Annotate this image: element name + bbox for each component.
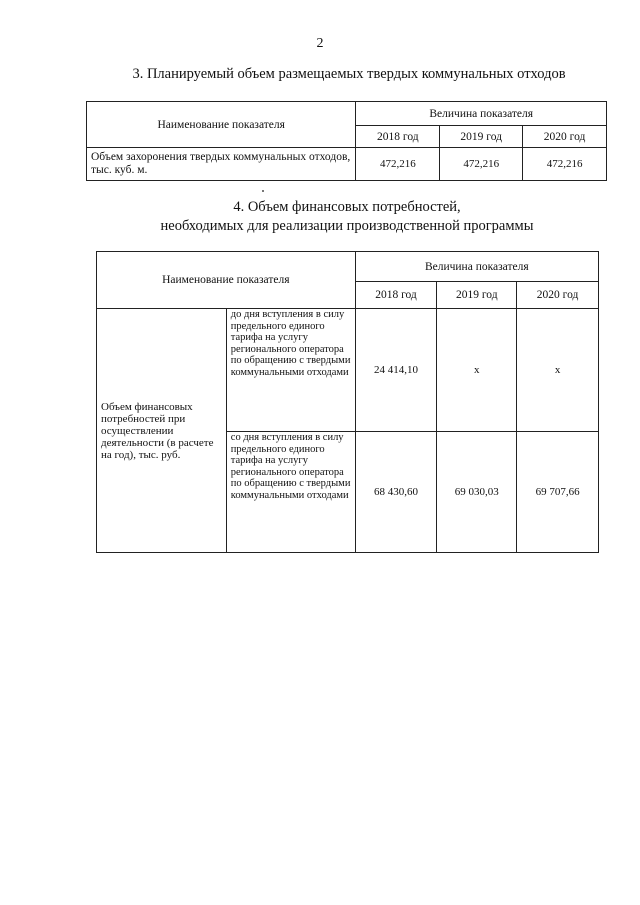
financial-needs-label: Объем финансовых потребностей при осуществлении деятельности (в расчете на год), тыс. руб. [97, 309, 227, 553]
after-tariff-2018: 68 430,60 [355, 432, 437, 553]
header-indicator-name: Наименование показателя [87, 102, 356, 148]
section-3-title: 3. Планируемый объем размещаемых твердых коммунальных отходов [132, 66, 566, 82]
header-indicator-name: Наименование показателя [97, 252, 356, 309]
section-4-title-line2: необходимых для реализации производственной программы [160, 218, 534, 234]
burial-volume-label: Объем захоронения твердых коммунальных отходов, тыс. куб. м. [87, 148, 356, 181]
before-tariff-2018: 24 414,10 [355, 309, 437, 432]
year-2018-header: 2018 год [355, 282, 437, 309]
section-4-title-line1: 4. Объем финансовых потребностей, [233, 199, 461, 215]
waste-volume-table [86, 101, 607, 181]
burial-volume-2018: 472,216 [356, 148, 440, 181]
after-tariff-2019: 69 030,03 [437, 432, 517, 553]
period-before-tariff: до дня вступления в силу предельного единого тарифа на услугу регионального оператора по обращению с твердыми коммунальными отходами [226, 309, 355, 432]
page-number: 2 [316, 36, 324, 51]
before-tariff-2020: x [517, 309, 599, 432]
year-2020-header: 2020 год [517, 282, 599, 309]
period-after-tariff: со дня вступления в силу предельного единого тарифа на услугу регионального оператора по обращению с твердыми коммунальными отходами [226, 432, 355, 553]
year-2019-header: 2019 год [437, 282, 517, 309]
header-indicator-value: Величина показателя [356, 102, 607, 126]
year-2018-header: 2018 год [356, 126, 440, 148]
scan-speck [262, 190, 264, 192]
year-2019-header: 2019 год [440, 126, 523, 148]
before-tariff-2019: x [437, 309, 517, 432]
year-2020-header: 2020 год [523, 126, 607, 148]
burial-volume-2019: 472,216 [440, 148, 523, 181]
financial-needs-table [96, 251, 599, 553]
section-4-title [0, 198, 640, 236]
after-tariff-2020: 69 707,66 [517, 432, 599, 553]
burial-volume-2020: 472,216 [523, 148, 607, 181]
header-indicator-value: Величина показателя [355, 252, 598, 282]
